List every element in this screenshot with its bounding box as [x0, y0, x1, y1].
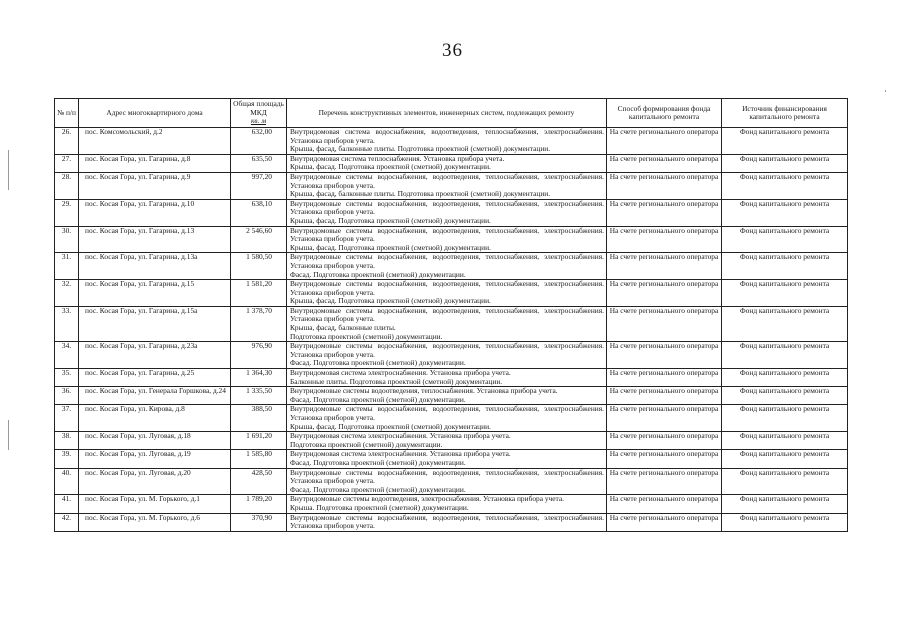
- row-works-line: Фасад. Подготовка проектной (сметной) документации.: [290, 359, 466, 368]
- row-address: пос. Косая Гора, ул. М. Горького, д.1: [79, 495, 231, 513]
- table-row: [55, 342, 848, 369]
- header-works: Перечень конструктивных элементов, инженерных систем, подлежащих ремонту: [287, 99, 607, 128]
- row-works: [287, 450, 607, 468]
- table-row: [55, 450, 848, 468]
- row-works-line: Крыша, фасад. Подготовка проектной (сметной) документации.: [290, 243, 491, 252]
- row-method: На счете регионального оператора: [607, 253, 722, 280]
- row-address: пос. Косая Гора, ул. Гагарина, д.15: [79, 280, 231, 307]
- row-address: пос. Косая Гора, ул. Гагарина, д.8: [79, 154, 231, 172]
- row-number: 40.: [55, 468, 79, 495]
- row-works-line: Подготовка проектной (сметной) документации.: [290, 332, 443, 341]
- row-address: пос. Косая Гора, ул. Генерала Горшкова, д.24: [79, 387, 231, 405]
- row-works-line: Внутридомовые системы водоснабжения, водоотведения, теплоснабжения, электроснабжения. Установка приборов учета.: [290, 468, 604, 486]
- row-works: [287, 468, 607, 495]
- row-works-line: Внутридомовые системы водоснабжения, водоотведения, теплоснабжения, электроснабжения. Установка приборов учета.: [290, 513, 604, 531]
- row-area: 1 789,20: [231, 495, 287, 513]
- row-number: 37.: [55, 405, 79, 432]
- row-source: Фонд капитального ремонта: [722, 342, 848, 369]
- row-works-line: Внутридомовые системы водоснабжения, водоотведения, теплоснабжения, электроснабжения. Установка приборов учета.: [290, 199, 604, 217]
- row-area: 1 581,20: [231, 280, 287, 307]
- row-method: На счете регионального оператора: [607, 226, 722, 253]
- row-area: 997,20: [231, 172, 287, 199]
- row-address: пос. Косая Гора, ул. Гагарина, д.9: [79, 172, 231, 199]
- row-number: 32.: [55, 280, 79, 307]
- row-method: На счете регионального оператора: [607, 450, 722, 468]
- row-works-line: Внутридомовая система электроснабжения. Установка прибора учета.: [290, 450, 511, 459]
- row-address: пос. Косая Гора, ул. Кирова, д.8: [79, 405, 231, 432]
- row-method: На счете регионального оператора: [607, 280, 722, 307]
- table-header-row: [55, 99, 848, 128]
- row-address: пос. Косая Гора, ул. Гагарина, д.25: [79, 369, 231, 387]
- row-works-line: Крыша, фасад. Подготовка проектной (сметной) документации.: [290, 422, 491, 431]
- row-area: 632,00: [231, 128, 287, 155]
- row-area: 635,50: [231, 154, 287, 172]
- row-works-line: Крыша, фасад, балконные плиты. Подготовка проектной (сметной) документации.: [290, 145, 551, 154]
- row-area: 1 580,50: [231, 253, 287, 280]
- row-number: 39.: [55, 450, 79, 468]
- row-works-line: Фасад. Подготовка проектной (сметной) документации.: [290, 458, 466, 467]
- table-row: [55, 154, 848, 172]
- row-source: Фонд капитального ремонта: [722, 226, 848, 253]
- row-address: пос. Косая Гора, ул. Гагарина, д.23а: [79, 342, 231, 369]
- row-works: [287, 306, 607, 341]
- row-works-line: Внутридомовые системы водоснабжения, водоотведения, теплоснабжения, электроснабжения. Установка приборов учета.: [290, 306, 604, 324]
- row-method: На счете регионального оператора: [607, 154, 722, 172]
- row-source: Фонд капитального ремонта: [722, 253, 848, 280]
- header-source: Источник финансирования капитального ремонта: [722, 99, 848, 128]
- row-area: 1 378,70: [231, 306, 287, 341]
- row-source: Фонд капитального ремонта: [722, 280, 848, 307]
- row-works-line: Балконные плиты. Подготовка проектной (сметной) документации.: [290, 377, 503, 386]
- row-area: 1 585,80: [231, 450, 287, 468]
- row-source: Фонд капитального ремонта: [722, 199, 848, 226]
- row-number: 42.: [55, 513, 79, 531]
- row-address: пос. Косая Гора, ул. Гагарина, д.10: [79, 199, 231, 226]
- row-works: [287, 154, 607, 172]
- row-works: [287, 199, 607, 226]
- row-address: пос. Косая Гора, ул. М. Горького, д.6: [79, 513, 231, 531]
- row-source: Фонд капитального ремонта: [722, 450, 848, 468]
- table-row: [55, 253, 848, 280]
- row-works-line: Крыша, фасад. Подготовка проектной (сметной) документации.: [290, 216, 491, 225]
- row-area: 2 546,60: [231, 226, 287, 253]
- row-works: [287, 405, 607, 432]
- row-works: [287, 280, 607, 307]
- row-works-line: Внутридомовые системы водоотведения, электроснабжения. Установка прибора учета.: [290, 495, 564, 504]
- row-source: Фонд капитального ремонта: [722, 128, 848, 155]
- row-number: 33.: [55, 306, 79, 341]
- row-works-line: Крыша, фасад. Подготовка проектной (сметной) документации.: [290, 163, 491, 172]
- row-works-line: Крыша, фасад, балконные плиты. Подготовка проектной (сметной) документации.: [290, 190, 551, 199]
- row-works: [287, 513, 607, 531]
- table-row: [55, 468, 848, 495]
- table-row: [55, 369, 848, 387]
- row-works-line: Внутридомовые системы водоотведения, теплоснабжения. Установка прибора учета.: [290, 387, 558, 396]
- row-works: [287, 253, 607, 280]
- row-address: пос. Косая Гора, ул. Луговая, д.19: [79, 450, 231, 468]
- table-row: [55, 128, 848, 155]
- table-row: [55, 513, 848, 531]
- header-num: № п/п: [55, 99, 79, 128]
- row-works: [287, 387, 607, 405]
- row-method: На счете регионального оператора: [607, 172, 722, 199]
- row-source: Фонд капитального ремонта: [722, 432, 848, 450]
- row-method: На счете регионального оператора: [607, 128, 722, 155]
- row-number: 36.: [55, 387, 79, 405]
- row-works-line: Внутридомовые системы водоснабжения, водоотведения, теплоснабжения, электроснабжения. Установка приборов учета.: [290, 280, 604, 297]
- table-row: [55, 199, 848, 226]
- row-method: На счете регионального оператора: [607, 495, 722, 513]
- row-works-line: Крыша, фасад. Подготовка проектной (сметной) документации.: [290, 297, 491, 306]
- scan-mark: [885, 90, 886, 92]
- header-method: Способ формирования фонда капитального ремонта: [607, 99, 722, 128]
- row-source: Фонд капитального ремонта: [722, 172, 848, 199]
- table-row: [55, 432, 848, 450]
- capital-repair-table: [54, 98, 848, 532]
- row-method: На счете регионального оператора: [607, 468, 722, 495]
- page-number: 36: [442, 40, 463, 61]
- row-area: 370,90: [231, 513, 287, 531]
- row-number: 26.: [55, 128, 79, 155]
- row-source: Фонд капитального ремонта: [722, 405, 848, 432]
- row-address: пос. Косая Гора, ул. Луговая, д.20: [79, 468, 231, 495]
- row-works: [287, 128, 607, 155]
- row-number: 27.: [55, 154, 79, 172]
- row-area: 1 335,50: [231, 387, 287, 405]
- row-works-line: Внутридомовые системы водоснабжения, водоотведения, теплоснабжения, электроснабжения. Установка приборов учета.: [290, 226, 604, 244]
- row-source: Фонд капитального ремонта: [722, 495, 848, 513]
- row-works: [287, 369, 607, 387]
- row-works-line: Фасад. Подготовка проектной (сметной) документации.: [290, 485, 466, 494]
- row-method: На счете регионального оператора: [607, 306, 722, 341]
- row-works-line: Внутридомовые системы водоснабжения, водоотведения, теплоснабжения, электроснабжения. Установка приборов учета.: [290, 405, 604, 422]
- header-area-unit: кв. м: [250, 116, 267, 126]
- row-works: [287, 172, 607, 199]
- row-area: 428,50: [231, 468, 287, 495]
- row-address: пос. Косая Гора, ул. Гагарина, д.13: [79, 226, 231, 253]
- row-number: 29.: [55, 199, 79, 226]
- row-works-line: Фасад. Подготовка проектной (сметной) документации.: [290, 270, 466, 279]
- row-works-line: Фасад. Подготовка проектной (сметной) документации.: [290, 395, 466, 404]
- table-row: [55, 172, 848, 199]
- row-works: [287, 495, 607, 513]
- row-area: 1 691,20: [231, 432, 287, 450]
- row-method: На счете регионального оператора: [607, 405, 722, 432]
- row-source: Фонд капитального ремонта: [722, 369, 848, 387]
- row-number: 34.: [55, 342, 79, 369]
- row-source: Фонд капитального ремонта: [722, 468, 848, 495]
- row-area: 638,10: [231, 199, 287, 226]
- row-source: Фонд капитального ремонта: [722, 387, 848, 405]
- row-address: пос. Косая Гора, ул. Луговая, д.18: [79, 432, 231, 450]
- row-method: На счете регионального оператора: [607, 387, 722, 405]
- row-works: [287, 342, 607, 369]
- row-address: пос. Косая Гора, ул. Гагарина, д.15а: [79, 306, 231, 341]
- row-source: Фонд капитального ремонта: [722, 154, 848, 172]
- row-area: 1 364,30: [231, 369, 287, 387]
- row-works-line: Крыша, фасад, балконные плиты.: [290, 324, 396, 333]
- table-row: [55, 495, 848, 513]
- row-works-line: Внутридомовые системы водоснабжения, водоотведения, теплоснабжения, электроснабжения. Установка приборов учета.: [290, 342, 604, 359]
- header-area: [231, 99, 287, 128]
- row-method: На счете регионального оператора: [607, 513, 722, 531]
- row-works-line: Внутридомовая система электроснабжения. Установка прибора учета.: [290, 369, 511, 378]
- row-address: пос. Косая Гора, ул. Гагарина, д.13а: [79, 253, 231, 280]
- row-address: пос. Комсомольский, д.2: [79, 128, 231, 155]
- row-works: [287, 226, 607, 253]
- row-source: Фонд капитального ремонта: [722, 306, 848, 341]
- row-source: Фонд капитального ремонта: [722, 513, 848, 531]
- row-works: [287, 432, 607, 450]
- row-method: На счете регионального оператора: [607, 369, 722, 387]
- row-works-line: Внутридомовые системы водоснабжения, водоотведения, теплоснабжения, электроснабжения. Установка приборов учета.: [290, 253, 604, 270]
- row-works-line: Внутридомовая система электроснабжения. Установка прибора учета.: [290, 432, 511, 441]
- row-method: На счете регионального оператора: [607, 199, 722, 226]
- header-address: Адрес многоквартирного дома: [79, 99, 231, 128]
- row-number: 38.: [55, 432, 79, 450]
- row-number: 30.: [55, 226, 79, 253]
- row-works-line: Внутридомовые системы водоснабжения, водоотведения, теплоснабжения, электроснабжения. Установка приборов учета.: [290, 172, 604, 190]
- row-number: 35.: [55, 369, 79, 387]
- table-row: [55, 387, 848, 405]
- row-works-line: Внутридомовая система теплоснабжения. Установка прибора учета.: [290, 154, 505, 163]
- row-works-line: Подготовка проектной (сметной) документации.: [290, 440, 443, 449]
- scan-mark: [8, 150, 9, 190]
- row-number: 31.: [55, 253, 79, 280]
- row-area: 976,90: [231, 342, 287, 369]
- header-area-title: Общая площадь МКД: [233, 99, 284, 117]
- row-method: На счете регионального оператора: [607, 432, 722, 450]
- table-row: [55, 226, 848, 253]
- scan-mark: [8, 420, 9, 450]
- row-number: 41.: [55, 495, 79, 513]
- row-works-line: Внутридомовая система водоснабжения, водоотведения, теплоснабжения, электроснабжения. Установка приборов учета.: [290, 128, 604, 145]
- table-row: [55, 306, 848, 341]
- row-works-line: Крыша. Подготовка проектной (сметной) документации.: [290, 503, 469, 512]
- table-row: [55, 405, 848, 432]
- table-row: [55, 280, 848, 307]
- row-area: 388,50: [231, 405, 287, 432]
- table-body: [55, 128, 848, 532]
- row-number: 28.: [55, 172, 79, 199]
- row-method: На счете регионального оператора: [607, 342, 722, 369]
